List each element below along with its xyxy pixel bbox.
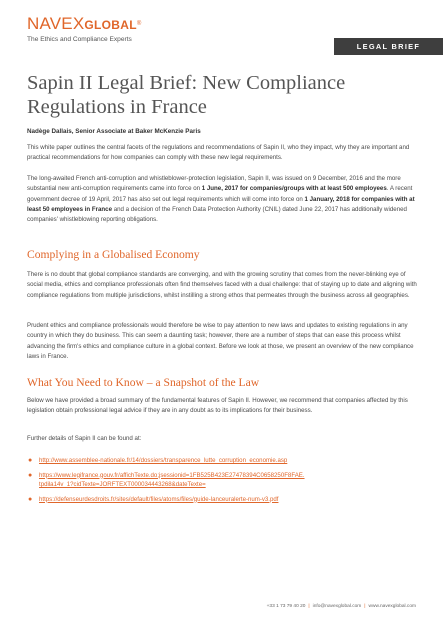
footer-phone: +33 1 73 79 40 20: [266, 604, 306, 609]
bullet-icon: ●: [28, 471, 33, 479]
section2-paragraph-1: Below we have provided a broad summary of the fundamental features of Sapin II. However, we recommend that companies affected by this legislation obtain professional legal advice if they are in any doubt as to its implications for their business.: [27, 397, 408, 415]
intro-paragraph: This white paper outlines the central facets of the regulations and recommendations of Sapin II, who they impact, why they are important and practical recommendations for how companies can comply with these new legal requirements.: [27, 144, 410, 162]
legal-brief-badge: LEGAL BRIEF: [334, 38, 443, 55]
section-heading-snapshot-of-law: What You Need to Know – a Snapshot of the Law: [27, 376, 260, 389]
deadline-50-employees: 1 January, 2018 for companies with at least 50 employees in France: [27, 195, 415, 213]
link-legifrance[interactable]: https://www.legifrance.gouv.fr/affichTexte.do;jsessionid=1FB525B423E27478394C0658250F8FAE. tpdila14v_1?cidTexte=JORFTEXT000034443268&dateTexte=: [39, 471, 305, 488]
background-paragraph: The long-awaited French anti-corruption and whistleblower-protection legislation, Sapin II, was issued on 9 December, 2016 and the more substantial new anti-corruption requirements came into force on 1 June, 2017 for companies/groups with at least 500 employees. A recent government decree of 19 April, 2017 has also set out legal requirements which will come into force on 1 January, 2018 for companies with at least 50 employees in France and a decision of the French Data Protection Authority (CNIL) dated June 22, 2017 has additionally widened companies' whistleblowing reporting obligations.: [27, 175, 415, 224]
section-heading-globalised-economy: Complying in a Globalised Economy: [27, 248, 200, 261]
section2-paragraph-2: Further details of Sapin II can be found at:: [27, 435, 142, 442]
deadline-500-employees: 1 June, 2017 for companies/groups with at least 500 employees: [201, 185, 387, 193]
logo-tagline: The Ethics and Compliance Experts: [27, 36, 132, 43]
logo-wordmark: NAVEXGLOBAL®: [27, 14, 142, 33]
bullet-icon: ●: [28, 495, 33, 503]
link-assemblee-nationale[interactable]: http://www.assemblee-nationale.fr/14/dossiers/transparence_lutte_corruption_economie.asp: [39, 457, 288, 464]
navex-global-logo: [27, 15, 141, 43]
footer-website[interactable]: www.navexglobal.com: [368, 604, 416, 609]
section1-paragraph-2: Prudent ethics and compliance professionals would therefore be wise to pay attention to new laws and updates to existing regulations in any country in which they do business. This can seem a daunting task; however, there are a number of steps that can ease this process whilst advancing the firm's ethics and compliance culture in a global context. Before we look at those, we present an overview of the new compliance laws in France.: [27, 322, 414, 360]
footer-email[interactable]: info@navexglobal.com: [312, 604, 362, 609]
reference-links-list: [27, 456, 419, 509]
link-defenseur-des-droits[interactable]: https://defenseurdesdroits.fr/sites/default/files/atoms/files/guide-lanceuralerte-num-v3.pdf: [39, 495, 279, 503]
list-item: [27, 456, 419, 466]
document-title: Sapin II Legal Brief: New Compliance Regulations in France: [27, 72, 346, 118]
page-footer: +33 1 73 79 40 20 | info@navexglobal.com | www.navexglobal.com: [266, 604, 416, 609]
bullet-icon: ●: [28, 457, 33, 464]
section1-paragraph-1: There is no doubt that global compliance standards are converging, and with the growing scrutiny that comes from the never-blinking eye of social media, ethics and compliance professionals often find themselves faced with a dual challenge: that of staying up to date and aligning with compliance regulations from multiple jurisdictions, whilst instilling a strong ethos that permeates through the business across all geographies.: [27, 271, 417, 299]
list-item: [27, 495, 419, 505]
author-byline: Nadège Dallais, Senior Associate at Baker McKenzie Paris: [27, 128, 201, 135]
list-item: [27, 471, 419, 490]
